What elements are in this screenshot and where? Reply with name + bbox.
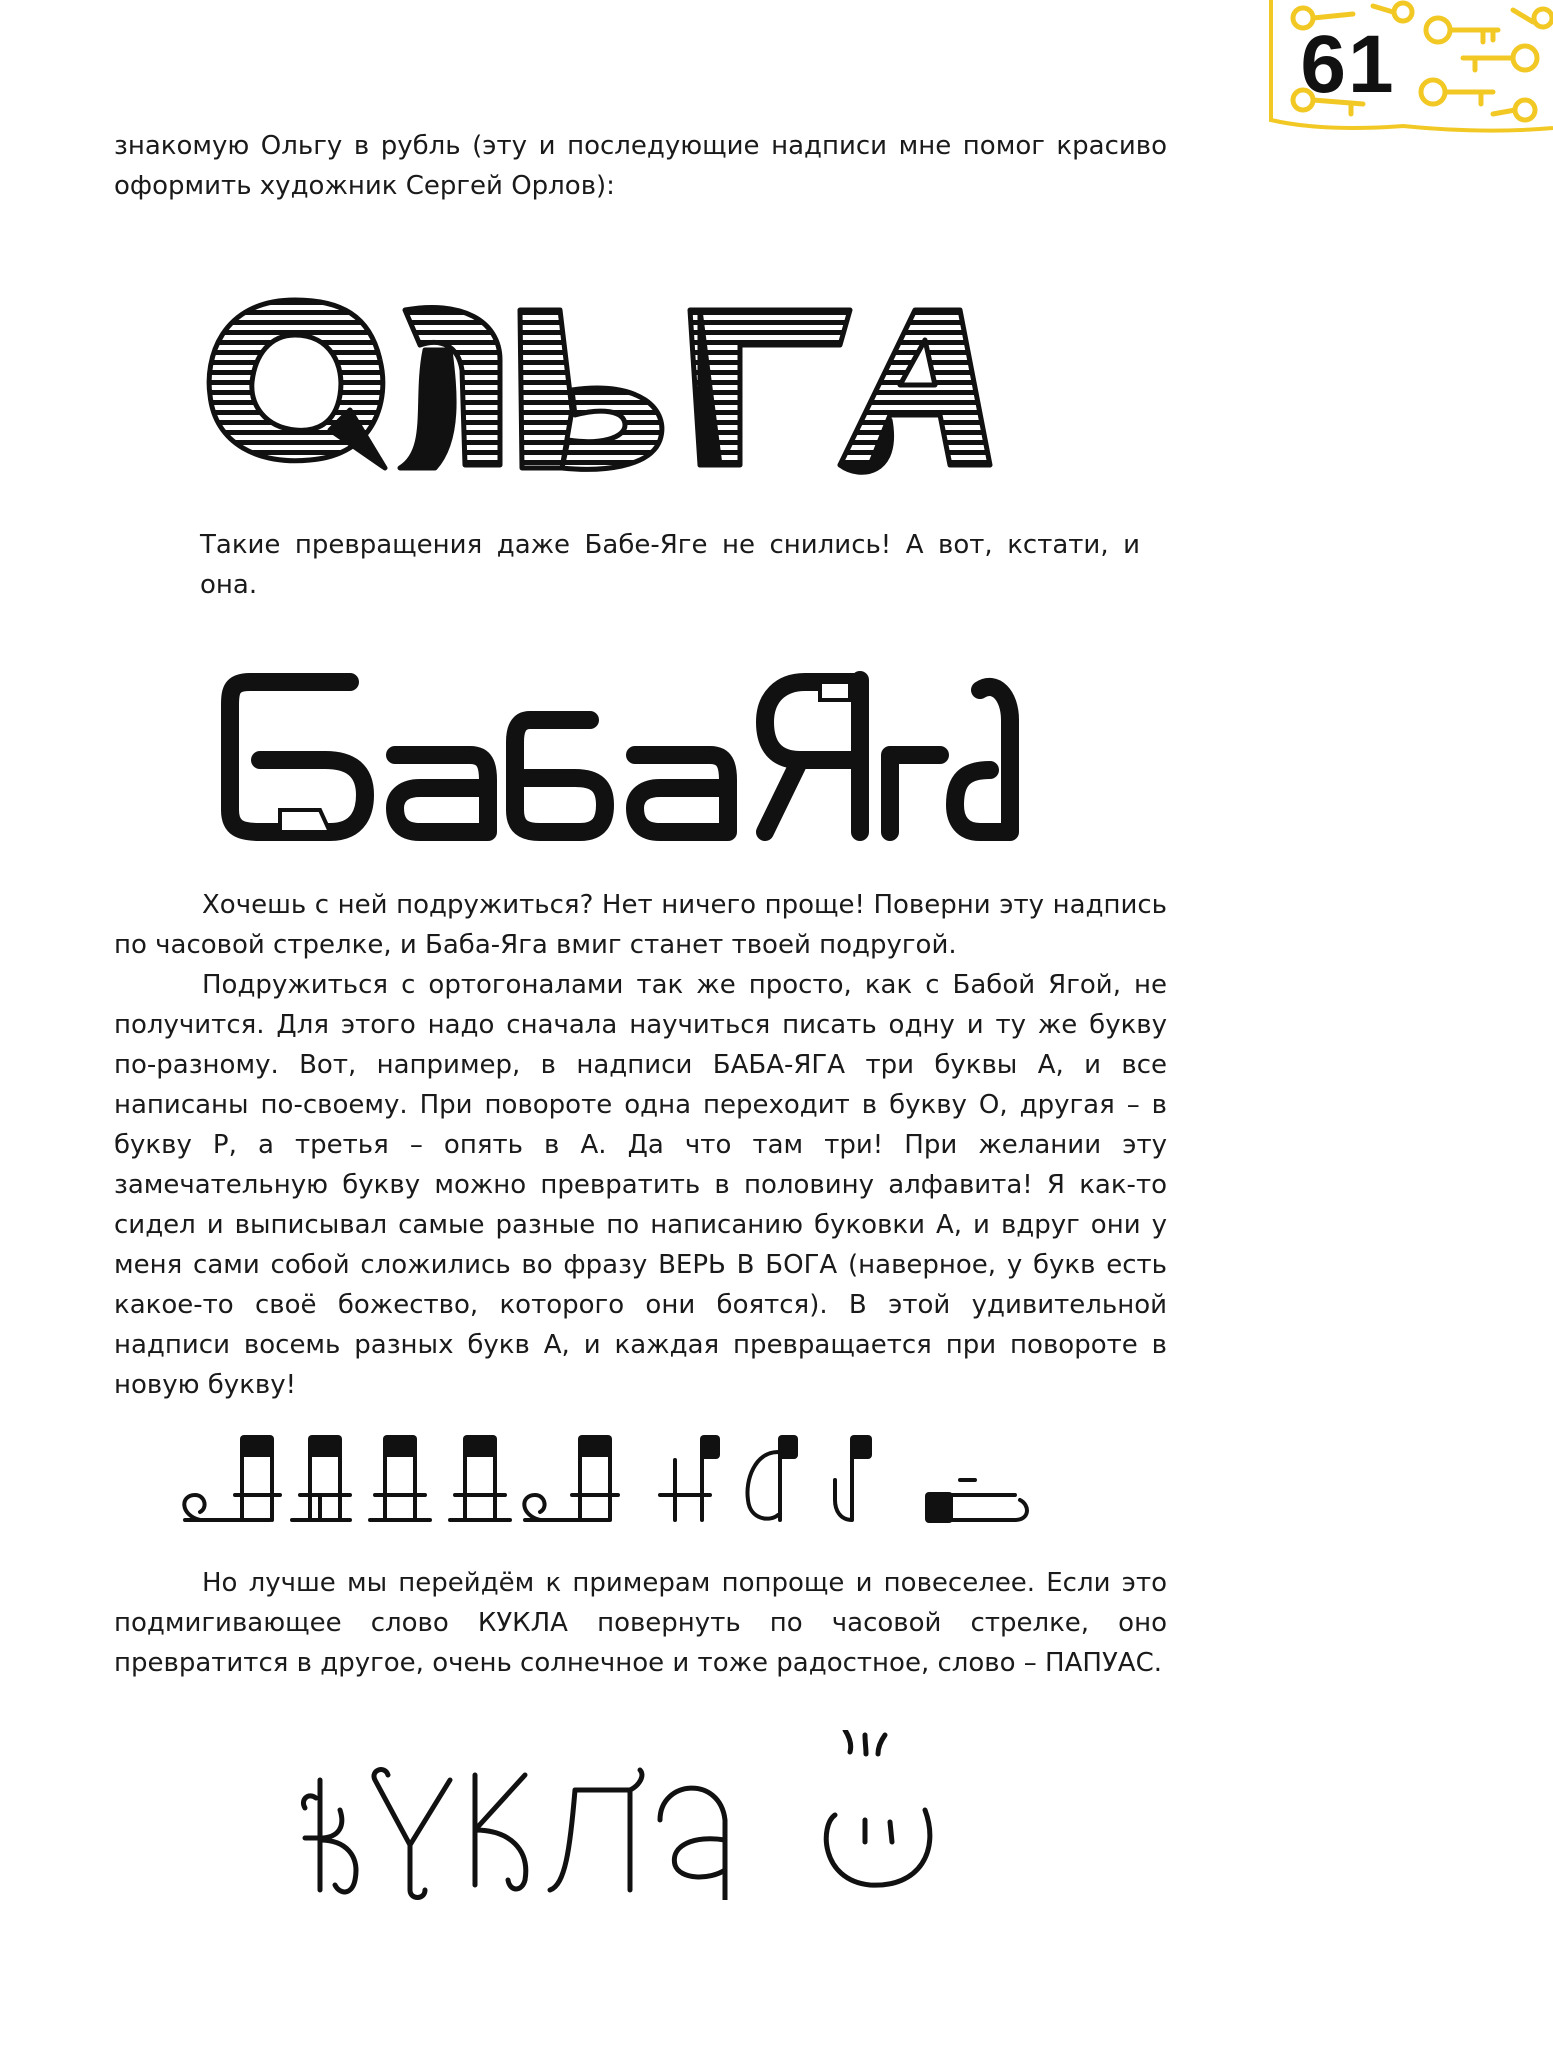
paragraph-orthogonals: Подружиться с ортогоналами так же просто, как с Бабой Ягой, не получится. Для этого надо сначала научиться писать одну и ту же букву по-разному. Вот, например, в надписи БАБА-ЯГА три буквы А, и все написаны по-своему. При повороте одна переходит в букву О, другая – в букву Р, а третья – опять в А. Да что там три! При желании эту замечательную букву можно превратить в половину алфавита! Я как-то сидел и выписывал самые разные по написанию буковки А, и вдруг они у меня сами собой сложились во фразу ВЕРЬ В БОГА (наверное, у букв есть какое-то своё божество, которого они боятся). В этой удивительной надписи восемь разных букв А, и каждая превращается при повороте в новую букву! <box>114 970 1167 1400</box>
paragraph-intro: знакомую Ольгу в рубль (эту и последующие надписи мне помог красиво оформить художник Сергей Орлов): <box>114 131 1167 201</box>
babayaga-ambigram-illustration <box>220 660 1060 850</box>
intro-text <box>114 126 1167 206</box>
olga-ambigram-illustration <box>200 290 1040 480</box>
kukla-text <box>114 1563 1167 1683</box>
page-number: 61 <box>1300 19 1396 110</box>
ver-v-boga-illustration <box>180 1420 1050 1530</box>
kukla-lettering <box>300 1730 980 1900</box>
olga-lettering <box>200 290 1040 480</box>
main-body-text <box>114 885 1167 1405</box>
page-number-corner <box>1263 0 1553 150</box>
babayaga-intro-text <box>200 525 1140 605</box>
paragraph-kukla: Но лучше мы перейдём к примерам попроще и повеселее. Если это подмигивающее слово КУКЛА повернуть по часовой стрелке, оно превратится в другое, очень солнечное и тоже радостное, слово – ПАПУАС. <box>114 1568 1167 1678</box>
paragraph-friend: Хочешь с ней подружиться? Нет ничего проще! Поверни эту надпись по часовой стрелке, и Баба-Яга вмиг станет твоей подругой. <box>114 890 1167 960</box>
kukla-ambigram-illustration <box>300 1730 980 1900</box>
babayaga-lettering <box>220 660 1060 850</box>
ver-v-boga-lettering <box>180 1420 1050 1530</box>
paragraph-babayaga: Такие превращения даже Бабе-Яге не снились! А вот, кстати, и она. <box>200 530 1140 600</box>
